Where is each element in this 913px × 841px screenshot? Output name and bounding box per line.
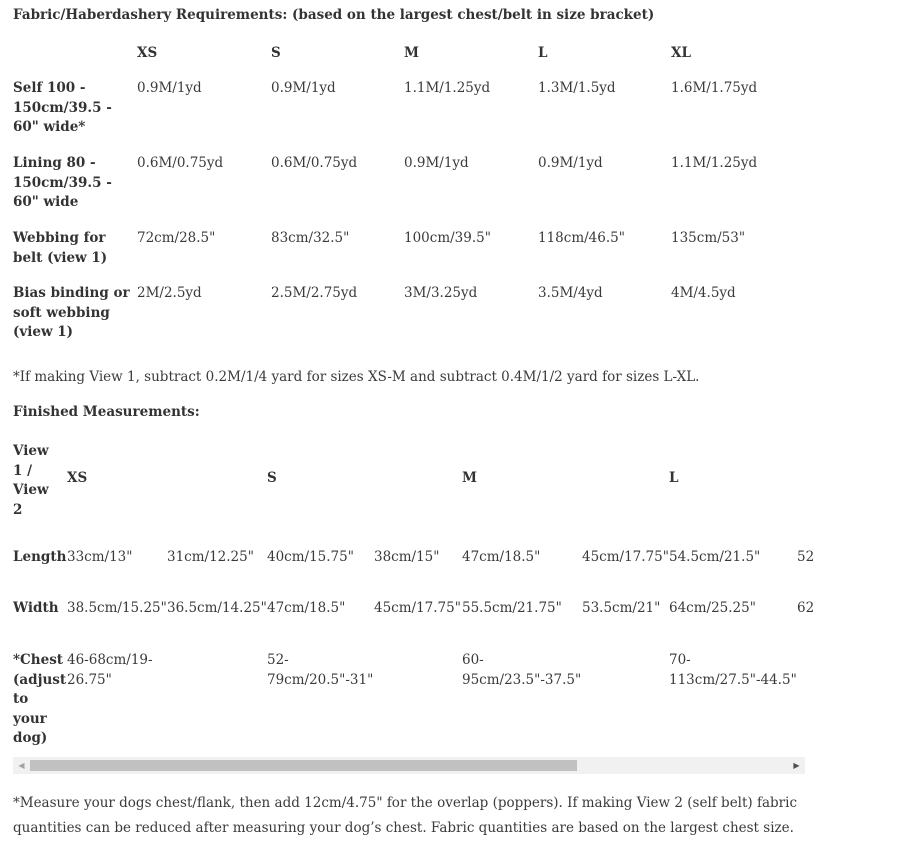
size-header-xl: XL	[671, 45, 691, 61]
scroll-right-arrow-icon[interactable]: ▶	[793, 761, 800, 770]
table-cell: 0.6M/0.75yd	[271, 155, 358, 171]
size-header-s: S	[267, 470, 277, 486]
table-cell: 52-79cm/20.5"-31"	[267, 652, 374, 688]
table-cell: 83cm/32.5"	[271, 230, 350, 246]
table-cell: 1.3M/1.5yd	[538, 80, 616, 96]
table-cell: 72cm/28.5"	[137, 230, 216, 246]
row-label-length: Length	[13, 549, 67, 565]
size-header-xs: XS	[67, 470, 88, 486]
table-cell: 70-113cm/27.5"-44.5"	[669, 652, 797, 688]
row-label-width: Width	[13, 600, 59, 616]
table-cell: 52	[797, 549, 815, 565]
size-header-l: L	[538, 45, 548, 61]
table-cell: 100cm/39.5"	[404, 230, 491, 246]
table-cell: 53.5cm/21"	[582, 600, 661, 616]
row-label-self: Self 100 - 150cm/39.5 - 60" wide*	[13, 80, 112, 135]
table-cell: 4M/4.5yd	[671, 285, 736, 301]
view-corner-label: View 1 / View 2	[13, 443, 49, 518]
table-cell: 54.5cm/21.5"	[669, 549, 761, 565]
table-cell: 55.5cm/21.75"	[462, 600, 562, 616]
table-cell: 0.9M/1yd	[271, 80, 336, 96]
size-header-l: L	[669, 470, 679, 486]
table-cell: 62	[797, 600, 815, 616]
size-header-m: M	[404, 45, 419, 61]
table-cell: 0.9M/1yd	[404, 155, 469, 171]
scroll-left-arrow-icon[interactable]: ◀	[18, 761, 25, 770]
table-cell: 0.9M/1yd	[538, 155, 603, 171]
scrollbar-thumb[interactable]	[30, 760, 577, 771]
table-cell: 118cm/46.5"	[538, 230, 625, 246]
table-cell: 1.6M/1.75yd	[671, 80, 758, 96]
table-cell: 45cm/17.75"	[582, 549, 669, 565]
size-header-s: S	[271, 45, 281, 61]
table-cell: 38cm/15"	[374, 549, 440, 565]
table-cell: 0.9M/1yd	[137, 80, 202, 96]
table-cell: 33cm/13"	[67, 549, 133, 565]
table-cell: 47cm/18.5"	[267, 600, 346, 616]
row-label-webbing: Webbing for belt (view 1)	[13, 230, 108, 266]
table-cell: 47cm/18.5"	[462, 549, 541, 565]
horizontal-scrollbar[interactable]	[13, 757, 805, 774]
fabric-requirements-title: Fabric/Haberdashery Requirements: (based on the largest chest/belt in size bracket)	[13, 7, 655, 23]
finished-measurements-title: Finished Measurements:	[13, 404, 200, 420]
table-cell: 46-68cm/19-26.75"	[67, 652, 153, 688]
row-label-bias-binding: Bias binding or soft webbing (view 1)	[13, 285, 130, 340]
table-cell: 1.1M/1.25yd	[404, 80, 491, 96]
table-cell: 40cm/15.75"	[267, 549, 354, 565]
table-cell: 45cm/17.75"	[374, 600, 461, 616]
size-header-m: M	[462, 470, 477, 486]
table-cell: 36.5cm/14.25"	[167, 600, 267, 616]
scrollbar-track[interactable]	[30, 757, 788, 774]
table-cell: 0.6M/0.75yd	[137, 155, 224, 171]
table-cell: 3.5M/4yd	[538, 285, 603, 301]
table-cell: 135cm/53"	[671, 230, 746, 246]
table-cell: 2M/2.5yd	[137, 285, 202, 301]
table-cell: 31cm/12.25"	[167, 549, 254, 565]
table-cell: 60-95cm/23.5"-37.5"	[462, 652, 582, 688]
fabric-note: *If making View 1, subtract 0.2M/1/4 yard for sizes XS-M and subtract 0.4M/1/2 yard for sizes L-XL.	[13, 369, 700, 385]
row-label-lining: Lining 80 - 150cm/39.5 - 60" wide	[13, 155, 112, 210]
table-cell: 64cm/25.25"	[669, 600, 756, 616]
table-cell: 1.1M/1.25yd	[671, 155, 758, 171]
row-label-chest: *Chest (adjust to your dog)	[13, 652, 67, 746]
size-header-xs: XS	[137, 45, 158, 61]
table-cell: 3M/3.25yd	[404, 285, 478, 301]
table-cell: 2.5M/2.75yd	[271, 285, 358, 301]
footer-note: *Measure your dogs chest/flank, then add 12cm/4.75" for the overlap (poppers). If making View 2 (self belt) fabric quantities can be reduced after measuring your dog’s chest. Fabric quantities are based on the largest chest size.	[13, 795, 798, 836]
finished-measurements-scroll-area[interactable]	[13, 440, 815, 754]
table-cell: 38.5cm/15.25"	[67, 600, 167, 616]
